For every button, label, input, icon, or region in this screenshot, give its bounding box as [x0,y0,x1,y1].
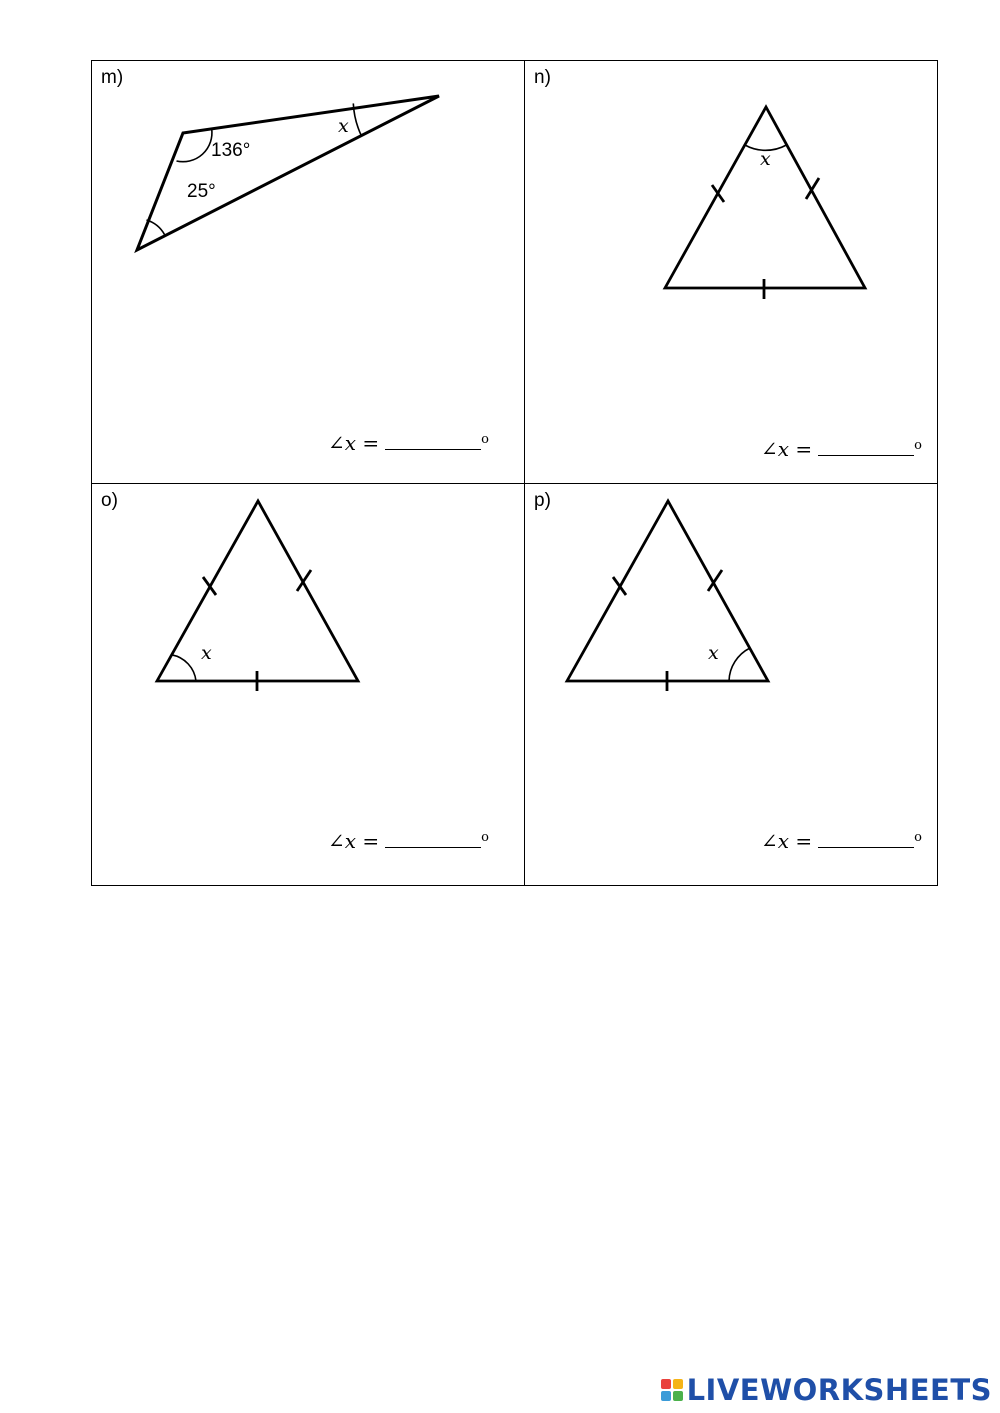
given-angle-136: 136° [211,140,251,161]
answer-blank[interactable] [818,831,914,848]
logo-text: LIVEWORKSHEETS [686,1373,992,1407]
logo-square-blue [661,1391,671,1401]
answer-blank[interactable] [385,433,481,450]
variable-x: 𝑥 [708,642,719,664]
equilateral-triangle-figure [92,484,526,887]
triangle-outline [157,501,358,681]
answer-line[interactable] [761,437,922,461]
liveworksheets-logo [661,1373,992,1407]
problem-n [524,60,938,484]
answer-line[interactable] [328,431,489,455]
answer-prompt: ∠𝑥 = [761,829,813,853]
angle-arc-x [172,655,196,681]
degree-symbol: o [481,432,489,447]
problem-o [91,483,525,886]
problem-label: n) [534,67,551,88]
answer-prompt: ∠𝑥 = [328,431,380,455]
degree-symbol: o [914,830,922,845]
variable-x: 𝑥 [201,642,212,664]
scalene-triangle-figure [92,61,526,485]
problem-label: m) [101,67,124,88]
answer-blank[interactable] [818,439,914,456]
equilateral-triangle-figure [525,484,939,887]
problem-grid [91,60,938,886]
variable-x: 𝑥 [760,148,771,170]
degree-symbol: o [914,438,922,453]
problem-label: p) [534,490,551,511]
angle-arc-x [729,648,750,681]
problem-label: o) [101,490,118,511]
answer-prompt: ∠𝑥 = [328,829,380,853]
triangle-outline [665,107,865,288]
given-angle-25: 25° [187,181,216,202]
problem-p [524,483,938,886]
answer-prompt: ∠𝑥 = [761,437,813,461]
answer-line[interactable] [761,829,922,853]
triangle-outline [567,501,768,681]
logo-mark-icon [661,1379,683,1401]
answer-blank[interactable] [385,831,481,848]
degree-symbol: o [481,830,489,845]
logo-square-yellow [673,1379,683,1389]
equilateral-triangle-figure [525,61,939,485]
answer-line[interactable] [328,829,489,853]
triangle-outline [137,96,439,250]
logo-square-green [673,1391,683,1401]
problem-m [91,60,525,484]
logo-square-red [661,1379,671,1389]
variable-x: 𝑥 [338,115,349,137]
